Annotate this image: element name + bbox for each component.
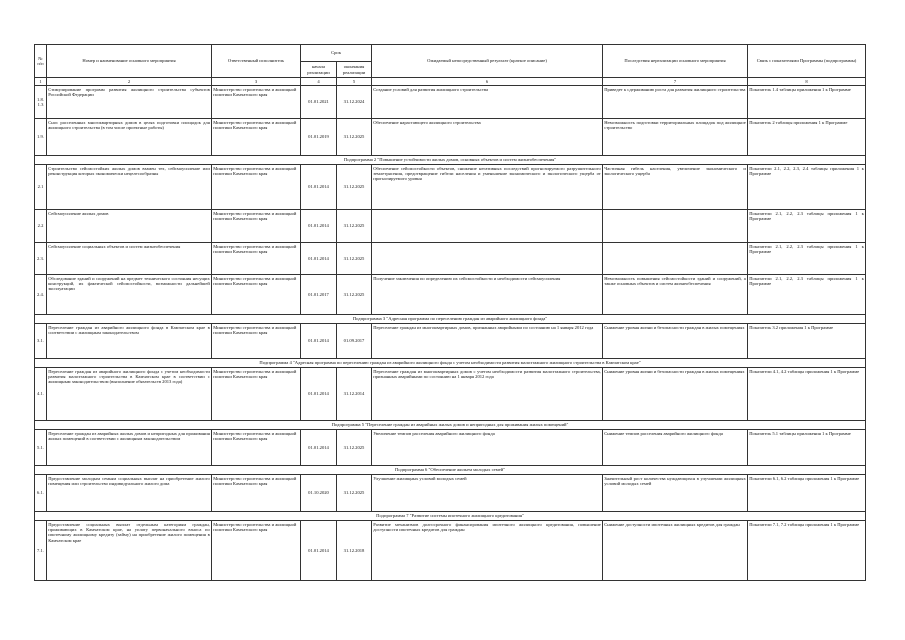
table-row xyxy=(35,475,866,512)
expected-result: Переселение граждан из многоквартирных домов с учетом необходимости развития малоэтажного строительства, признанных аварийными по состоянию на 1 января 2012 года xyxy=(372,368,603,421)
measure-name: Переселение граждан из аварийных жилых домов и непригодных для проживания жилых помещений в соответствии с жилищным законодательством xyxy=(47,430,212,466)
measure-name: Сейсмоусиление социальных объектов и систем жизнеобеспечения xyxy=(47,243,212,275)
header-expected-result: Ожидаемый непосредственный результат (краткое описание) xyxy=(372,45,603,78)
end-date: 31.12.2025 xyxy=(337,119,372,156)
executor: Министерство строительства и жилищной политики Камчатского края xyxy=(212,430,301,466)
indicator-link: Показатель 5.1 таблицы приложения 1 к Программе xyxy=(748,430,866,466)
start-date: 01.01.2014 xyxy=(301,210,337,243)
table-row xyxy=(35,275,866,315)
column-index: 5 xyxy=(337,78,372,86)
indicator-link: Показатели 2.1, 2.2, 2.3 таблицы приложения 1 к Программе xyxy=(748,210,866,243)
row-number: 2.2 xyxy=(35,210,47,243)
start-date: 01.01.2021 xyxy=(301,86,337,119)
header-consequences: Последствия нереализации основного мероприятия xyxy=(603,45,748,78)
consequences: Снижение темпов расселения аварийного жилищного фонда xyxy=(603,430,748,466)
header-indicator-link: Связь с показателями Программы (подпрограммы) xyxy=(748,45,866,78)
measure-name: Стимулирование программ развития жилищного строительства субъектов Российской Федерации xyxy=(47,86,212,119)
subprogram-title: Подпрограмма 2 "Повышение устойчивости жилых домов, основных объектов и систем жизнеобеспечения" xyxy=(35,156,866,165)
executor: Министерство строительства и жилищной политики Камчатского края xyxy=(212,475,301,512)
expected-result: Улучшение жилищных условий молодых семей xyxy=(372,475,603,512)
start-date: 01.10.2020 xyxy=(301,475,337,512)
subprogram-title: Подпрограмма 3 "Адресная программа по переселению граждан из аварийного жилищного фонда" xyxy=(35,315,866,324)
subprogram-row xyxy=(35,156,866,165)
table-body xyxy=(35,86,866,581)
measure-name: Переселение граждан из аварийного жилищного фонда в Камчатском крае в соответствии с жилищным законодательством xyxy=(47,324,212,359)
expected-result: Получение заключения по определению их сейсмостойкости и необходимости сейсмоусиления xyxy=(372,275,603,315)
row-number: 1.9. xyxy=(35,119,47,156)
header-num: № п/п xyxy=(35,45,47,78)
row-number: 3.1. xyxy=(35,324,47,359)
expected-result: Увеличение темпов расселения аварийного жилищного фонда xyxy=(372,430,603,466)
measure-name: Строительство сейсмостойких жилых домов взамен тех, сейсмоусиление или реконструкция которых экономически нецелесообразны xyxy=(47,165,212,210)
executor: Министерство строительства и жилищной политики Камчатского края xyxy=(212,275,301,315)
subprogram-row xyxy=(35,359,866,368)
measure-name: Переселение граждан из аварийного жилищного фонда с учетом необходимости развития малоэтажного строительства в Камчатском крае в соответствии с жилищным законодательством (выполнение обязательств 2013 года) xyxy=(47,368,212,421)
end-date: 31.12.2025 xyxy=(337,210,372,243)
measure-name: Обследование зданий и сооружений на предмет технического состояния несущих конструкций, их фактической сейсмостойкости, возможности дальнейшей эксплуатации xyxy=(47,275,212,315)
end-date: 31.12.2025 xyxy=(337,165,372,210)
header-measure-name: Номер и наименование основного мероприятия xyxy=(47,45,212,78)
indicator-link: Показатели 2.1, 2.2, 2.3 таблицы приложения 1 к Программе xyxy=(748,243,866,275)
start-date: 01.01.2019 xyxy=(301,119,337,156)
consequences: Частичная гибель населения, увеличение экономического и экологического ущерба xyxy=(603,165,748,210)
indicator-link: Показатель 3.2 приложения 1 к Программе xyxy=(748,324,866,359)
end-date: 31.12.2024 xyxy=(337,86,372,119)
subprogram-title: Подпрограмма 5 "Переселение граждан из аварийных жилых домов и непригодных для проживания жилых помещений" xyxy=(35,421,866,430)
column-index: 1 xyxy=(35,78,47,86)
column-index: 7 xyxy=(603,78,748,86)
executor: Министерство строительства и жилищной политики Камчатского края xyxy=(212,324,301,359)
start-date: 01.01.2014 xyxy=(301,243,337,275)
expected-result xyxy=(372,210,603,243)
row-number: 1.8.1.3 xyxy=(35,86,47,119)
subprogram-row xyxy=(35,315,866,324)
end-date: 01.09.2017 xyxy=(337,324,372,359)
table-row xyxy=(35,243,866,275)
end-date: 31.12.2025 xyxy=(337,243,372,275)
executor: Министерство строительства и жилищной политики Камчатского края xyxy=(212,521,301,581)
executor: Министерство строительства и жилищной политики Камчатского края xyxy=(212,165,301,210)
expected-result: Обеспечение нарастающего жилищного строительства xyxy=(372,119,603,156)
executor: Министерство строительства и жилищной политики Камчатского края xyxy=(212,210,301,243)
executor: Министерство строительства и жилищной политики Камчатского края xyxy=(212,86,301,119)
indicator-link: Показатель 1.4 таблицы приложения 1 к Программе xyxy=(748,86,866,119)
table-row xyxy=(35,210,866,243)
subprogram-title: Подпрограмма 7 "Развитие системы ипотечного жилищного кредитования" xyxy=(35,512,866,521)
column-index-row xyxy=(35,78,866,86)
subprogram-title: Подпрограмма 4 "Адресная программа по переселению граждан из аварийного жилищного фонда с учетом необходимости развития малоэтажного жилищного строительства в Камчатском крае" xyxy=(35,359,866,368)
header-term: Срок xyxy=(301,45,372,62)
measures-table xyxy=(34,44,866,581)
row-number: 2.4. xyxy=(35,275,47,315)
consequences: Невозможность подготовки территориальных площадок под жилищное строительство xyxy=(603,119,748,156)
expected-result xyxy=(372,243,603,275)
consequences: Снижение уровня жизни и безопасности граждан в жилых помещениях xyxy=(603,368,748,421)
indicator-link: Показатели 6.1, 6.2 таблицы приложения 1 к Программе xyxy=(748,475,866,512)
end-date: 31.12.2025 xyxy=(337,275,372,315)
table-row xyxy=(35,430,866,466)
measure-name: Сейсмоусиление жилых домов xyxy=(47,210,212,243)
row-number: 4.1. xyxy=(35,368,47,421)
table-row xyxy=(35,324,866,359)
indicator-link: Показатели 4.1, 4.2 таблицы приложения 1 к Программе xyxy=(748,368,866,421)
table-row xyxy=(35,119,866,156)
table-row xyxy=(35,521,866,581)
expected-result: Переселение граждан из многоквартирных домов, признанных аварийными по состоянию на 1 января 2012 года xyxy=(372,324,603,359)
consequences xyxy=(603,243,748,275)
start-date: 01.01.2017 xyxy=(301,275,337,315)
consequences xyxy=(603,210,748,243)
executor: Министерство строительства и жилищной политики Камчатского края xyxy=(212,243,301,275)
expected-result: Развитие механизмов долгосрочного финансирования ипотечного жилищного кредитования, повышение доступности ипотечных кредитов для граждан xyxy=(372,521,603,581)
consequences: Приведет к сдерживанию роста для развития жилищного строительства xyxy=(603,86,748,119)
end-date: 31.12.2025 xyxy=(337,430,372,466)
row-number: 2.3. xyxy=(35,243,47,275)
indicator-link: Показатели 2.1, 2.2, 2.3 таблицы приложения 1 к Программе xyxy=(748,275,866,315)
row-number: 2.1 xyxy=(35,165,47,210)
subprogram-row xyxy=(35,421,866,430)
executor: Министерство строительства и жилищной политики Камчатского края xyxy=(212,119,301,156)
measure-name: Предоставление молодым семьям социальных выплат на приобретение жилого помещения или строительство индивидуального жилого дома xyxy=(47,475,212,512)
subprogram-row xyxy=(35,466,866,475)
table-row xyxy=(35,368,866,421)
start-date: 01.01.2014 xyxy=(301,521,337,581)
consequences: Невозможность повышения сейсмостойкости зданий и сооружений, а также основных объектов и систем жизнеобеспечения xyxy=(603,275,748,315)
measure-name: Снос расселенных многоквартирных домов в целях подготовки площадок для жилищного строительства (в том числе проектные работы) xyxy=(47,119,212,156)
indicator-link: Показатели 7.1, 7.2 таблицы приложения 1 к Программе xyxy=(748,521,866,581)
column-index: 8 xyxy=(748,78,866,86)
subprogram-title: Подпрограмма 6 "Обеспечение жильем молодых семей" xyxy=(35,466,866,475)
row-number: 7.1. xyxy=(35,521,47,581)
end-date: 31.12.2018 xyxy=(337,521,372,581)
column-index: 3 xyxy=(212,78,301,86)
consequences: Снижение доступности ипотечных жилищных кредитов для граждан xyxy=(603,521,748,581)
header-end: окончания реализации xyxy=(337,62,372,78)
measure-name: Предоставление социальных выплат отдельным категориям граждан, проживающих в Камчатском крае, на уплату первоначального взноса по ипотечному жилищному кредиту (займу) на приобретение жилого помещения в Камчатском крае xyxy=(47,521,212,581)
end-date: 31.12.2025 xyxy=(337,475,372,512)
header-row xyxy=(35,45,866,62)
table-row xyxy=(35,86,866,119)
column-index: 6 xyxy=(372,78,603,86)
expected-result: Создание условий для развития жилищного строительства xyxy=(372,86,603,119)
indicator-link: Показатель 2 таблицы приложения 1 к Программе xyxy=(748,119,866,156)
consequences: Значительный рост количества нуждающихся в улучшении жилищных условий молодых семей xyxy=(603,475,748,512)
start-date: 01.01.2014 xyxy=(301,368,337,421)
end-date: 31.12.2014 xyxy=(337,368,372,421)
executor: Министерство строительства и жилищной политики Камчатского края xyxy=(212,368,301,421)
indicator-link: Показатели 2.1, 2.2, 2.3, 2.4 таблицы приложения 1 к Программе xyxy=(748,165,866,210)
start-date: 01.01.2014 xyxy=(301,430,337,466)
start-date: 01.01.2014 xyxy=(301,165,337,210)
row-number: 6.1. xyxy=(35,475,47,512)
row-number: 5.1. xyxy=(35,430,47,466)
column-index: 4 xyxy=(301,78,337,86)
consequences: Снижение уровня жизни и безопасности граждан в жилых помещениях xyxy=(603,324,748,359)
table-row xyxy=(35,165,866,210)
expected-result: Обеспечение сейсмостойкости объектов, снижение негативных последствий прогнозируемого разрушительного землетрясения, предотвращение гибели населения и уменьшение экономического и экологического ущерба от прогнозируемого уровня xyxy=(372,165,603,210)
header-executor: Ответственный исполнитель xyxy=(212,45,301,78)
subprogram-row xyxy=(35,512,866,521)
header-start: начала реализации xyxy=(301,62,337,78)
start-date: 01.01.2014 xyxy=(301,324,337,359)
column-index: 2 xyxy=(47,78,212,86)
